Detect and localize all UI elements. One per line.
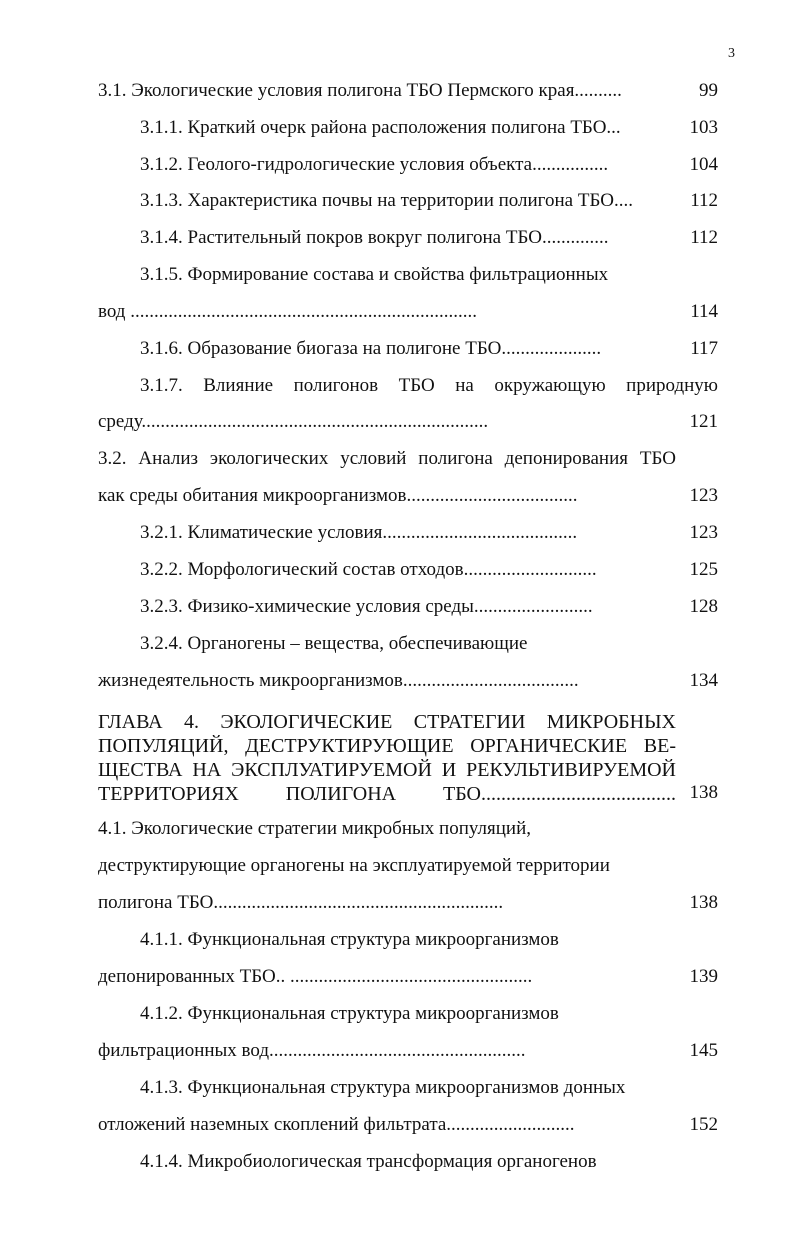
- toc-entry-page: 99: [699, 80, 718, 101]
- toc-entry-text: 3.2.1. Климатические условия.........................................: [140, 522, 578, 543]
- toc-entry-text: 3.1.1. Краткий очерк района расположения полигона ТБО...: [140, 117, 621, 138]
- toc-entry-3-2: [98, 444, 718, 474]
- toc-entry-3-1-3: [140, 186, 718, 216]
- chapter-4-heading: ГЛАВА 4. ЭКОЛОГИЧЕСКИЕ СТРАТЕГИИ МИКРОБНЫХ ПОПУЛЯЦИЙ, ДЕСТРУКТИРУЮЩИЕ ОРГАНИЧЕСКИЕ ВЕ-ЩЕСТВА НА ЭКСПЛУАТИРУЕМОЙ И РЕКУЛЬТИВИРУЕМОЙ ТЕРРИТОРИЯХ ПОЛИГОНА ТБО.......................................: [98, 711, 676, 805]
- toc-entry-text: фильтрационных вод......................................................: [98, 1040, 526, 1061]
- toc-entry-3-2-cont: [98, 481, 718, 511]
- toc-entry-3-1: [98, 76, 718, 106]
- toc-entry-text: 4.1.4. Микробиологическая трансформация органогенов: [140, 1151, 597, 1172]
- toc-entry-text: 3.2.3. Физико-химические условия среды.........................: [140, 596, 593, 617]
- toc-entry-3-2-3: [140, 592, 718, 622]
- toc-entry-page: 128: [689, 596, 718, 617]
- toc-entry-page: 112: [690, 190, 718, 211]
- toc-entry-3-1-2: [140, 150, 718, 180]
- toc-entry-3-1-1: [140, 113, 718, 143]
- toc-entry-page: 112: [690, 227, 718, 248]
- toc-entry-text: жизнедеятельность микроорганизмов.....................................: [98, 670, 579, 691]
- toc-entry-text: 4.1. Экологические стратегии микробных популяций,: [98, 818, 532, 839]
- toc-entry-text: полигона ТБО.............................................................: [98, 892, 504, 913]
- toc-entry-4-1-3-cont: [98, 1110, 718, 1140]
- toc-entry-4-1: [98, 814, 718, 844]
- toc-entry-3-1-4: [140, 223, 718, 253]
- toc-entry-3-1-5-cont: [98, 297, 718, 327]
- toc-entry-3-2-4: [140, 629, 718, 659]
- toc-entry-4-1-3: [140, 1073, 718, 1103]
- toc-entry-page: 125: [689, 559, 718, 580]
- toc-entry-page: 117: [690, 338, 718, 359]
- toc-entry-text: среду.........................................................................: [98, 411, 489, 432]
- toc-entry-page: 139: [689, 966, 718, 987]
- toc-entry-text: депонированных ТБО.. ...................................................: [98, 966, 533, 987]
- toc-entry-text: 3.2. Анализ экологических условий полигона депонирования ТБО: [98, 448, 676, 469]
- toc-entry-text: 3.1.7. Влияние полигонов ТБО на окружающую природную: [140, 375, 718, 396]
- toc-entry-4-1-4: [140, 1147, 718, 1177]
- toc-entry-3-2-2: [140, 555, 718, 585]
- toc-entry-4-1-2: [140, 999, 718, 1029]
- toc-entry-page: 138: [689, 892, 718, 913]
- page-number: 3: [728, 46, 735, 61]
- toc-entry-4-1-cont2: [98, 888, 718, 918]
- toc-entry-page: 123: [689, 522, 718, 543]
- toc-entry-page: 121: [689, 411, 718, 432]
- toc-entry-page: 145: [689, 1040, 718, 1061]
- toc-entry-4-1-1: [140, 925, 718, 955]
- toc-entry-4-1-1-cont: [98, 962, 718, 992]
- toc-entry-text: 3.1.5. Формирование состава и свойства фильтрационных: [140, 264, 609, 285]
- toc-entry-page: 103: [689, 117, 718, 138]
- toc-entry-text: 3.1.3. Характеристика почвы на территории полигона ТБО....: [140, 190, 633, 211]
- toc-entry-text: 4.1.2. Функциональная структура микроорганизмов: [140, 1003, 559, 1024]
- toc-entry-page: 114: [690, 301, 718, 322]
- toc-entry-3-1-5: [140, 260, 718, 290]
- toc-entry-3-1-6: [140, 334, 718, 364]
- toc-entry-text: вод .........................................................................: [98, 301, 477, 322]
- toc-entry-text: 3.1.6. Образование биогаза на полигоне ТБО.....................: [140, 338, 602, 359]
- toc-entry-text: 3.1.2. Геолого-гидрологические условия объекта................: [140, 154, 609, 175]
- toc-entry-page: 134: [689, 670, 718, 691]
- toc-entry-text: 3.1. Экологические условия полигона ТБО Пермского края..........: [98, 80, 622, 101]
- toc-entry-text: 4.1.3. Функциональная структура микроорганизмов донных: [140, 1077, 626, 1098]
- toc-entry-3-2-4-cont: [98, 666, 718, 696]
- toc-entry-page: 104: [689, 154, 718, 175]
- toc-entry-3-2-1: [140, 518, 718, 548]
- toc-entry-text: как среды обитания микроорганизмов....................................: [98, 485, 578, 506]
- toc-entry-3-1-7-cont: [98, 407, 718, 437]
- toc-entry-text: 3.2.2. Морфологический состав отходов............................: [140, 559, 597, 580]
- chapter-4-page: 138: [689, 782, 718, 803]
- toc-entry-text: 3.2.4. Органогены – вещества, обеспечивающие: [140, 633, 528, 654]
- toc-entry-text: 4.1.1. Функциональная структура микроорганизмов: [140, 929, 559, 950]
- toc-entry-3-1-7: [140, 371, 718, 401]
- toc-entry-page: 123: [689, 485, 718, 506]
- toc-entry-text: 3.1.4. Растительный покров вокруг полигона ТБО..............: [140, 227, 609, 248]
- toc-entry-4-1-2-cont: [98, 1036, 718, 1066]
- toc-entry-text: отложений наземных скоплений фильтрата...........................: [98, 1114, 575, 1135]
- toc-entry-text: деструктирующие органогены на эксплуатируемой территории: [98, 855, 610, 876]
- toc-entry-4-1-cont: [98, 851, 718, 881]
- toc-entry-page: 152: [689, 1114, 718, 1135]
